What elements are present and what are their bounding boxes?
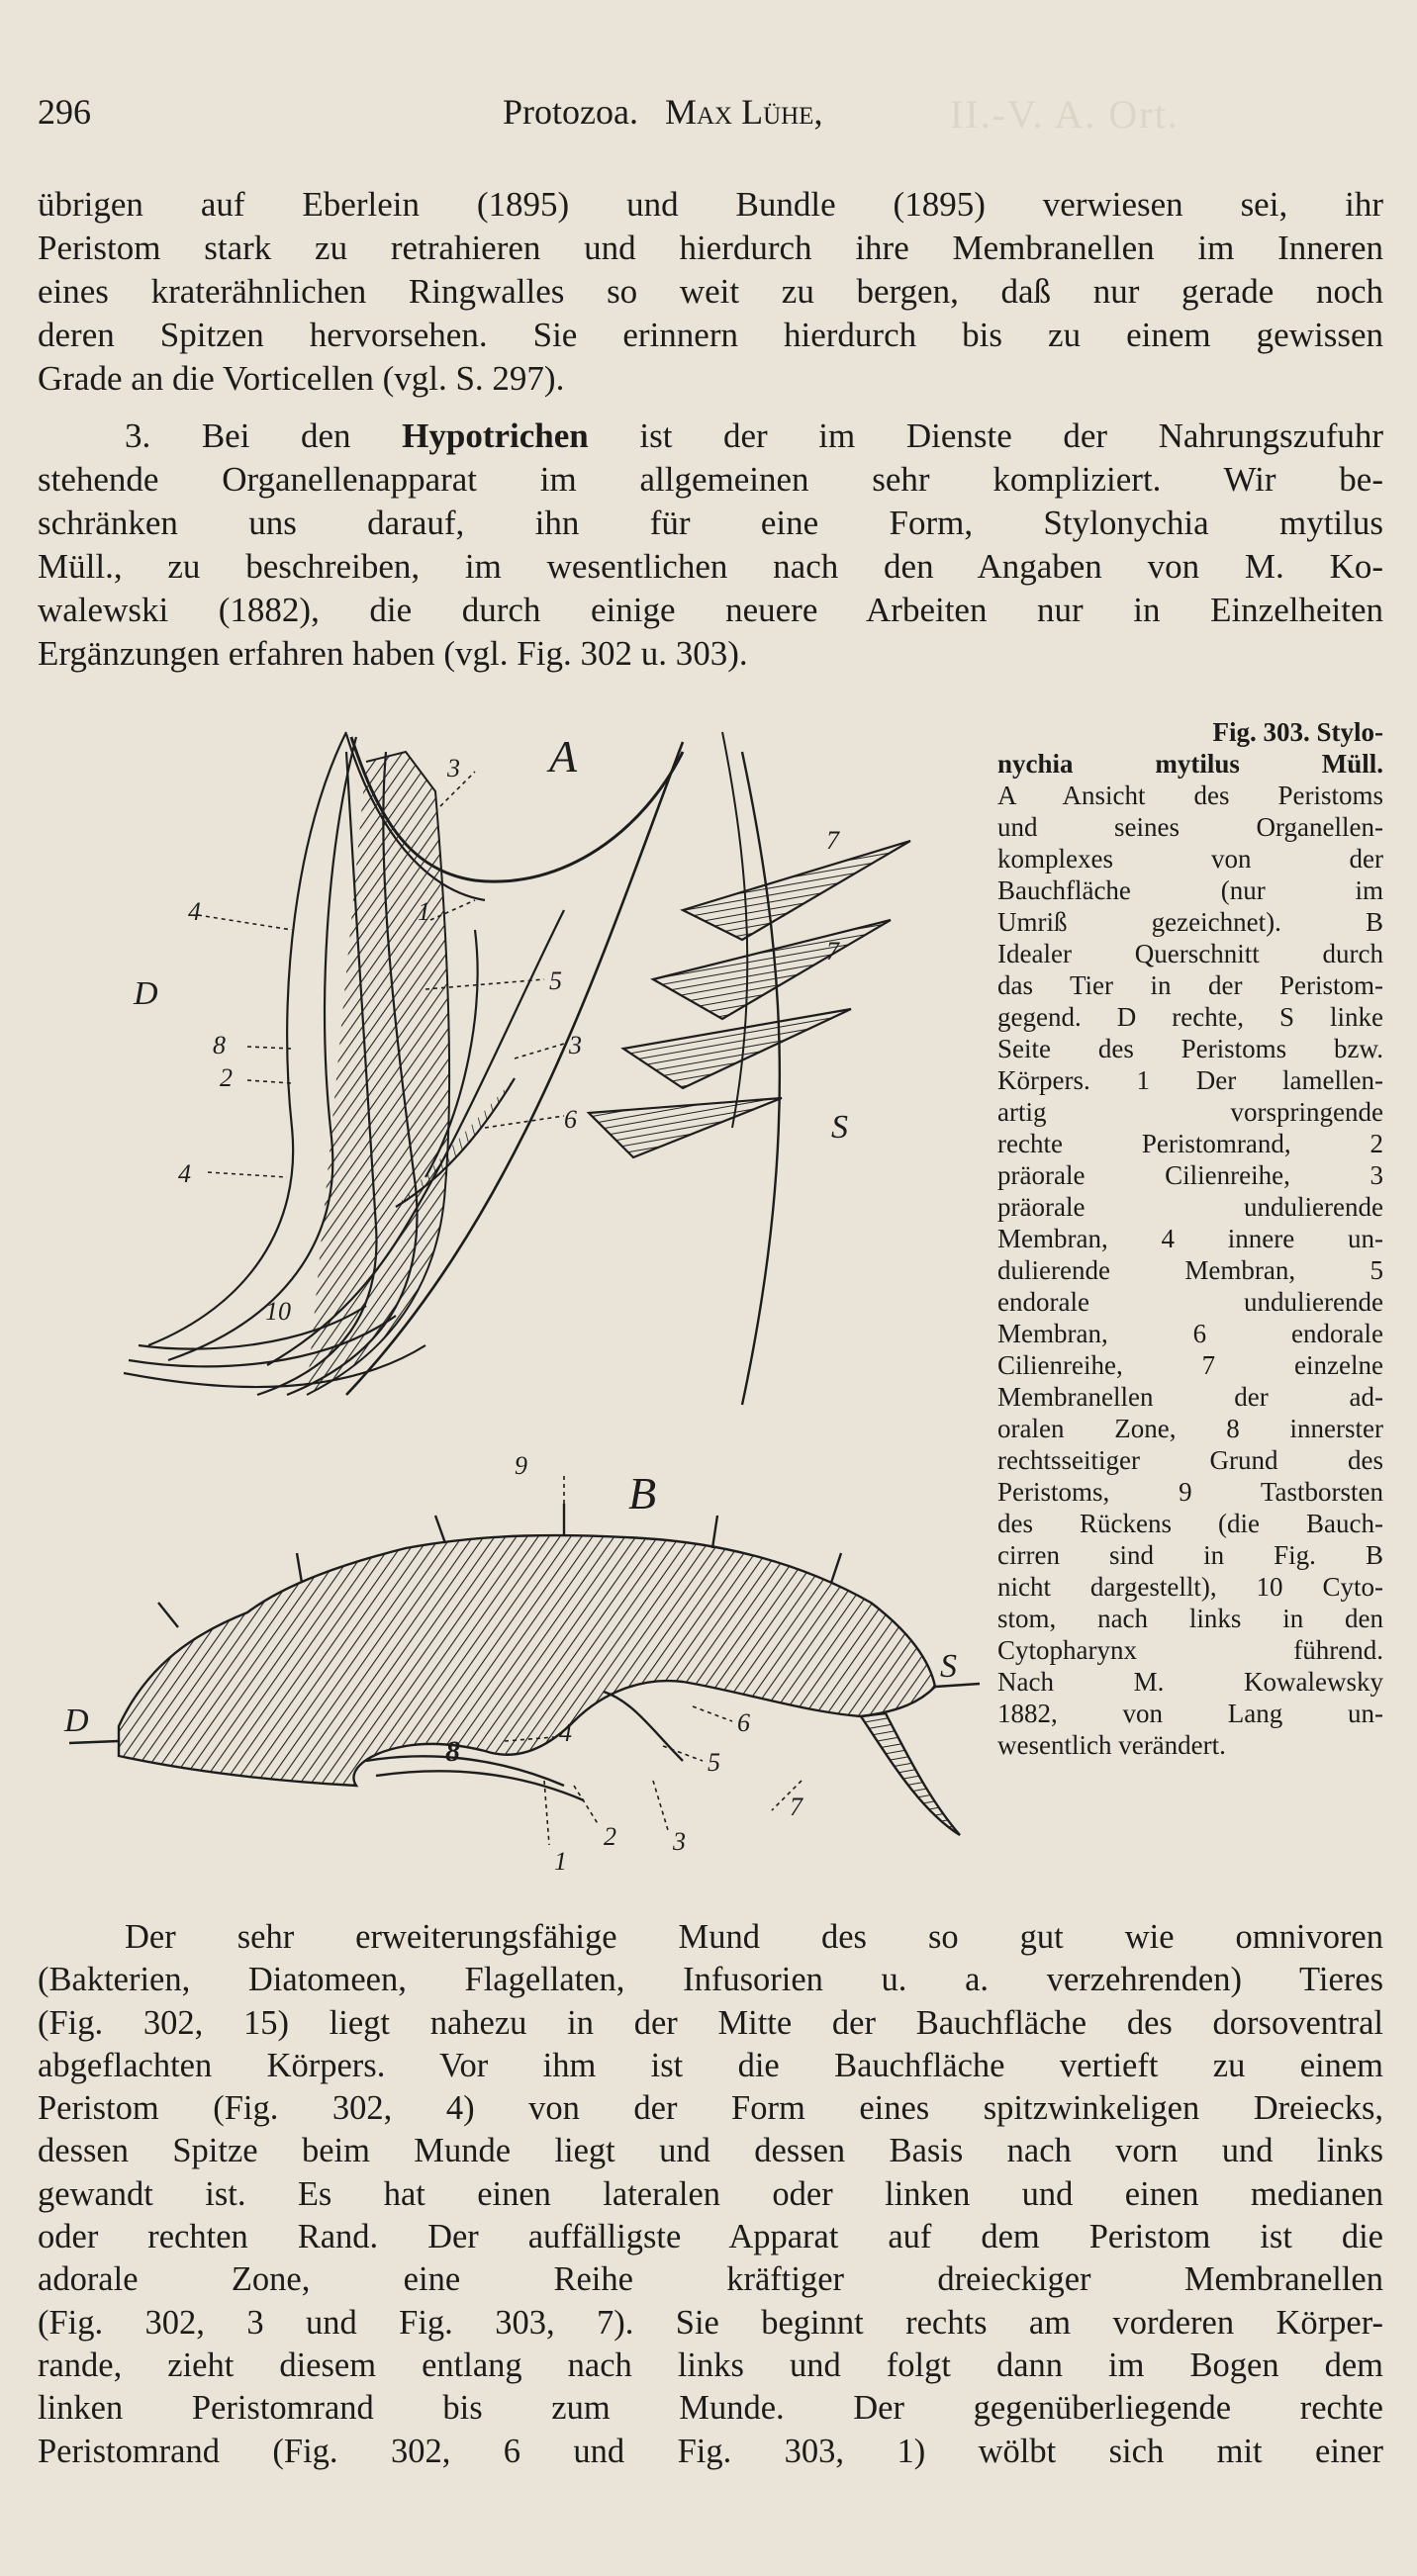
caption-line: 1882, von Lang un- — [997, 1699, 1383, 1728]
text-line — [38, 414, 1383, 458]
page-number: 296 — [38, 92, 91, 132]
text-line: eines kraterähnlichen Ringwalles so weit zu bergen, daß nur gerade noch — [38, 272, 1383, 311]
caption-line: Peristoms, 9 Tastborsten — [997, 1477, 1383, 1507]
text-line: gewandt ist. Es hat einen lateralen oder linken und einen medianen — [38, 2174, 1383, 2213]
caption-line: Fig. 303. Stylo- — [1212, 717, 1383, 747]
caption-line: Membranellen der ad- — [997, 1382, 1383, 1412]
label-6: 6 — [564, 1105, 577, 1134]
label-10: 10 — [265, 1297, 291, 1326]
text-line: rande, zieht diesem entlang nach links und folgt dann im Bogen dem — [38, 2346, 1383, 2384]
paragraph-2 — [38, 414, 1383, 676]
caption-line: endorale undulierende — [997, 1287, 1383, 1317]
text-line: Der sehr erweiterungsfähige Mund des so gut wie omnivoren — [125, 1918, 1383, 1956]
caption-line: Seite des Peristoms bzw. — [997, 1034, 1383, 1063]
caption-line: das Tier in der Peristom- — [997, 970, 1383, 1000]
caption-line: Cilienreihe, 7 einzelne — [997, 1350, 1383, 1380]
caption-line: Bauchfläche (nur im — [997, 875, 1383, 905]
caption-line: rechtsseitiger Grund des — [997, 1445, 1383, 1475]
caption-line: präorale Cilienreihe, 3 — [997, 1160, 1383, 1190]
membranelles — [589, 841, 910, 1157]
text-line: übrigen auf Eberlein (1895) und Bundle (1895) verwiesen sei, ihr — [38, 185, 1383, 224]
label-b-3: 3 — [673, 1827, 686, 1856]
paragraph-3 — [38, 1916, 1383, 2473]
side-s-label: S — [831, 1109, 848, 1146]
text-line: dessen Spitze beim Munde liegt und dessen Basis nach vorn und links — [38, 2132, 1383, 2170]
label-b-4: 4 — [559, 1718, 572, 1747]
caption-line: Idealer Querschnitt durch — [997, 939, 1383, 968]
caption-line: cirren sind in Fig. B — [997, 1540, 1383, 1570]
caption-line: dulierende Membran, 5 — [997, 1255, 1383, 1285]
text-line: (Fig. 302, 15) liegt nahezu in der Mitte der Bauchfläche des dorsoventral — [38, 2003, 1383, 2042]
caption-line: Membran, 4 innere un- — [997, 1224, 1383, 1253]
label-4: 4 — [188, 897, 201, 926]
label-8: 8 — [213, 1031, 226, 1059]
panel-b-drawing — [69, 1504, 980, 1835]
running-title — [503, 91, 822, 133]
bleed-through-text: II.-V. A. Ort. — [950, 92, 1180, 137]
label-b-5: 5 — [708, 1748, 720, 1777]
caption-line: oralen Zone, 8 innerster — [997, 1414, 1383, 1443]
text-line: adorale Zone, eine Reihe kräftiger dreieckiger Membranellen — [38, 2260, 1383, 2299]
panel-b-title: B — [628, 1468, 657, 1518]
label-2: 2 — [220, 1063, 233, 1092]
figure-303 — [49, 712, 1039, 1880]
caption-line: präorale undulierende — [997, 1192, 1383, 1222]
caption-line: nicht dargestellt), 10 Cyto- — [997, 1572, 1383, 1602]
text-line: Grade an die Vorticellen (vgl. S. 297). — [38, 359, 565, 398]
label-b-1: 1 — [554, 1847, 567, 1876]
text-line: abgeflachten Körpers. Vor ihm ist die Bauchfläche vertieft zu einem — [38, 2046, 1383, 2084]
text-line: Peristom (Fig. 302, 4) von der Form eines spitzwinkeligen Dreiecks, — [38, 2089, 1383, 2128]
text-line: (Fig. 302, 3 und Fig. 303, 7). Sie beginnt rechts am vorderen Körper- — [38, 2303, 1383, 2342]
caption-line: stom, nach links in den — [997, 1604, 1383, 1633]
page-header — [38, 91, 1383, 144]
caption-line: Cytopharynx führend. — [997, 1635, 1383, 1665]
running-title-author: Max Lühe, — [664, 92, 823, 132]
caption-line: A Ansicht des Peristoms — [997, 781, 1383, 810]
label-b-6: 6 — [737, 1708, 750, 1737]
text-line: walewski (1882), die durch einige neuere Arbeiten nur in Einzelheiten — [38, 591, 1383, 629]
caption-line: rechte Peristomrand, 2 — [997, 1129, 1383, 1158]
label-b-2: 2 — [604, 1822, 616, 1851]
side-d-label-b: D — [64, 1702, 89, 1739]
label-b-7: 7 — [790, 1793, 803, 1821]
text-line: oder rechten Rand. Der auffälligste Apparat auf dem Peristom ist die — [38, 2218, 1383, 2256]
caption-line: artig vorspringende — [997, 1097, 1383, 1127]
panel-a-title: A — [549, 731, 578, 782]
text-segment: 3. Bei den — [125, 416, 351, 455]
caption-line: gegend. D rechte, S linke — [997, 1002, 1383, 1032]
caption-line: nychia mytilus Müll. — [997, 749, 1383, 779]
label-5: 5 — [549, 966, 562, 995]
caption-line: und seines Organellen- — [997, 812, 1383, 842]
caption-line: des Rückens (die Bauch- — [997, 1509, 1383, 1538]
side-d-label: D — [134, 975, 158, 1012]
caption-line: Membran, 6 endorale — [997, 1319, 1383, 1348]
paragraph-1 — [38, 183, 1383, 401]
label-3: 3 — [447, 754, 460, 782]
caption-line: Umriß gezeichnet). B — [997, 907, 1383, 937]
text-line: schränken uns darauf, ihn für eine Form, Stylonychia mytilus — [38, 504, 1383, 542]
label-4b: 4 — [178, 1159, 191, 1188]
label-1: 1 — [418, 897, 430, 926]
caption-line: wesentlich verändert. — [997, 1730, 1226, 1760]
figure-caption — [997, 716, 1383, 1761]
text-line: (Bakterien, Diatomeen, Flagellaten, Infusorien u. a. verzehrenden) Tieres — [38, 1961, 1383, 1999]
label-3b: 3 — [569, 1031, 582, 1059]
text-line: Ergänzungen erfahren haben (vgl. Fig. 302 u. 303). — [38, 634, 748, 673]
running-title-subject: Protozoa. — [503, 92, 638, 132]
text-line: deren Spitzen hervorsehen. Sie erinnern hierdurch bis zu einem gewissen — [38, 316, 1383, 354]
label-b-8: 8 — [445, 1735, 460, 1768]
label-7: 7 — [826, 826, 839, 855]
text-segment: ist der im Dienste der Nahrungszufuhr — [639, 416, 1384, 455]
caption-line: komplexes von der — [997, 844, 1383, 874]
text-line: Peristom stark zu retrahieren und hierdurch ihre Membranellen im Inneren — [38, 229, 1383, 267]
label-b-9: 9 — [515, 1451, 527, 1480]
side-s-label-b: S — [940, 1648, 957, 1685]
text-line: Peristomrand (Fig. 302, 6 und Fig. 303, 1) wölbt sich mit einer — [38, 2432, 1383, 2470]
text-line: stehende Organellenapparat im allgemeinen sehr kompliziert. Wir be- — [38, 460, 1383, 499]
text-line: linken Peristomrand bis zum Munde. Der gegenüberliegende rechte — [38, 2389, 1383, 2428]
term-hypotrichen: Hypotrichen — [402, 416, 589, 455]
caption-line: Körpers. 1 Der lamellen- — [997, 1065, 1383, 1095]
caption-line: Nach M. Kowalewsky — [997, 1667, 1383, 1697]
figure-drawing — [49, 712, 1039, 1880]
text-line: Müll., zu beschreiben, im wesentlichen nach den Angaben von M. Ko- — [38, 547, 1383, 586]
label-7b: 7 — [826, 937, 839, 966]
